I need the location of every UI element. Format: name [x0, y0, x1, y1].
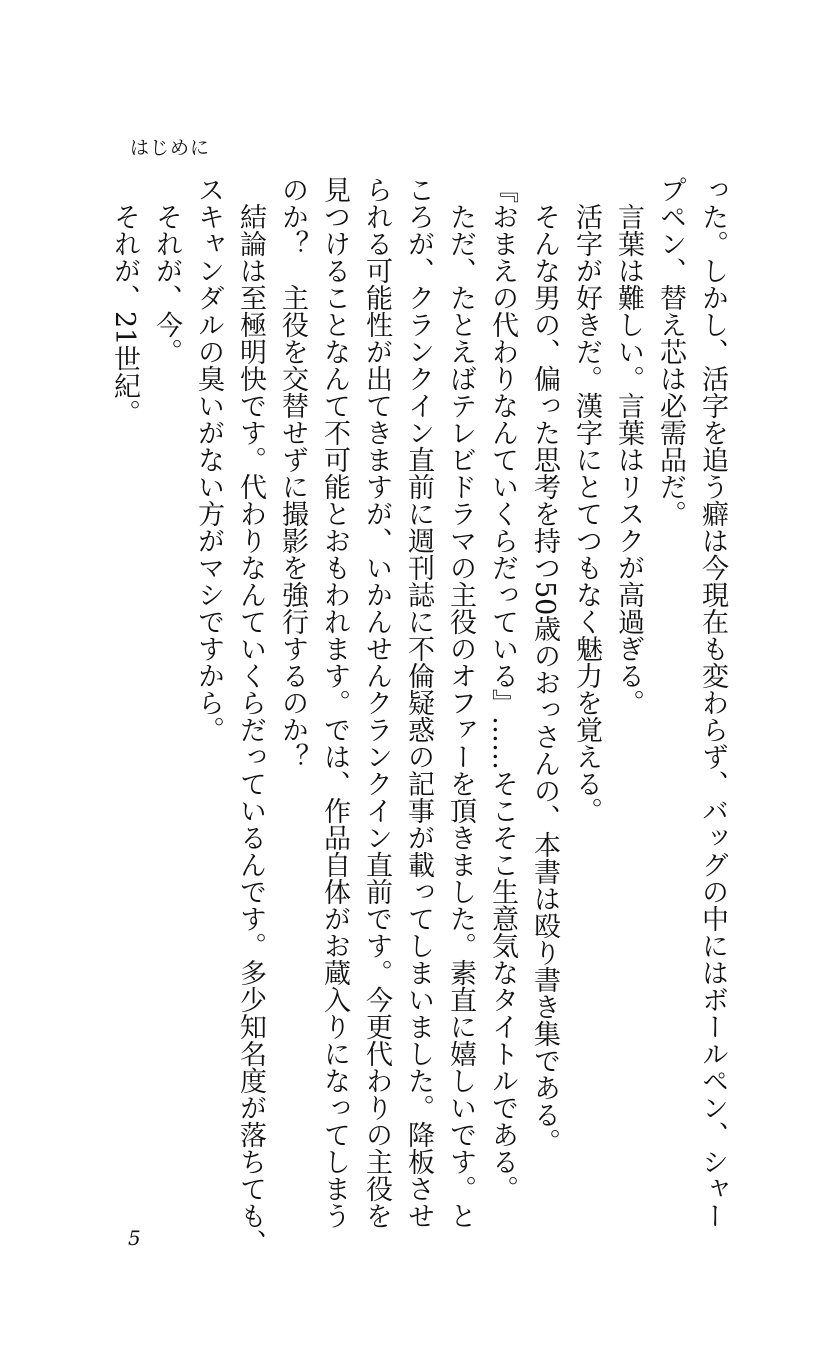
text-column: 言葉は難しい。言葉はリスクが高過ぎる。 [613, 176, 644, 716]
text-column: られる可能性が出てきますが、いかんせんクランクイン直前です。今更代わりの主役を [361, 176, 392, 1229]
text-column: プペン、替え芯は必需品だ。 [655, 176, 686, 527]
text-column: のか？ 主役を交替せずに撮影を強行するのか？ [277, 176, 308, 770]
text-column: 結論は至極明快です。代わりなんていくらだっているんです。多少知名度が落ちても、 [235, 176, 266, 1256]
page-number: 5 [128, 1226, 141, 1250]
text-column: それが、21世紀。 [109, 176, 140, 427]
text-column: そんな男の、偏った思考を持つ50歳のおっさんの、本書は殴り書き集である。 [529, 176, 560, 1156]
text-column: それが、今。 [151, 176, 182, 365]
text-column: 見つけることなんて不可能とおもわれます。では、作品自体がお蔵入りになってしまう [319, 176, 350, 1229]
text-column: 『おまえの代わりなんていくらだっている』……そこそこ生意気なタイトルである。 [487, 176, 518, 1202]
text-column: った。しかし、活字を追う癖は今現在も変わらず、バッグの中にはボールペン、シャー [697, 176, 728, 1229]
text-column: ただ、たとえばテレビドラマの主役のオファーを頂きました。素直に嬉しいです。と [445, 176, 476, 1229]
text-column: スキャンダルの臭いがない方がマシですから。 [193, 176, 224, 743]
text-column: 活字が好きだ。漢字にとてつもなく魅力を覚える。 [571, 176, 602, 824]
chapter-title: はじめに [130, 137, 211, 159]
text-column: ころが、クランクイン直前に週刊誌に不倫疑惑の記事が載ってしまいました。降板させ [403, 176, 434, 1229]
